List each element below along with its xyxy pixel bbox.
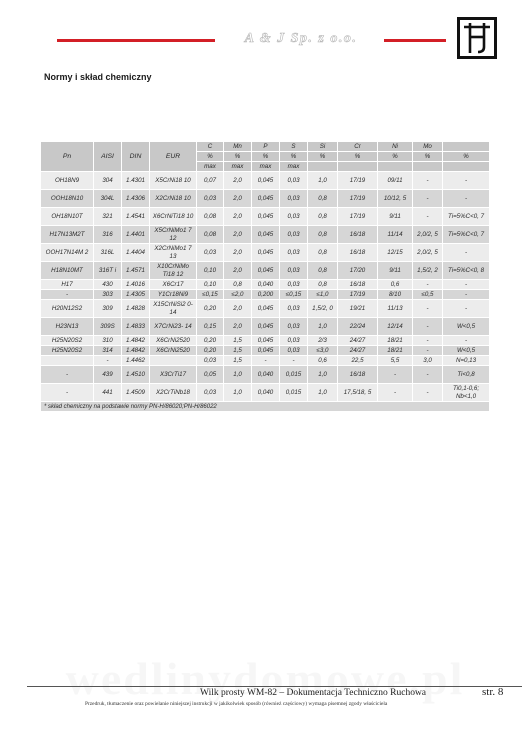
cell-din: 1.4541	[122, 208, 150, 226]
cell-din: 1.4301	[122, 172, 150, 190]
cell-mn: 1,5	[224, 346, 252, 356]
cell-ni: 11/13	[378, 300, 413, 318]
cell-ni: 9/11	[378, 262, 413, 280]
cell-cr: 17,5/18, 5	[338, 384, 378, 402]
cell-aisi: 439	[94, 366, 122, 384]
cell-aisi: 314	[94, 346, 122, 356]
cell-s: 0,03	[280, 190, 308, 208]
cell-aisi: 309S	[94, 318, 122, 336]
cell-pn	[41, 356, 94, 366]
cell-aisi: 316	[94, 226, 122, 244]
cell-cr: 24/27	[338, 336, 378, 346]
cell-mo: -	[413, 384, 443, 402]
cell-pn: OOH17N14M 2	[41, 244, 94, 262]
cell-mo: -	[413, 336, 443, 346]
table-row	[41, 346, 490, 356]
cell-s: 0,03	[280, 280, 308, 290]
cell-si: 0,6	[308, 356, 338, 366]
cell-s: 0,03	[280, 318, 308, 336]
limit-cr	[338, 162, 378, 172]
table-row	[41, 280, 490, 290]
cell-din: 1.4401	[122, 226, 150, 244]
cell-eur: X3CrTi17	[150, 366, 197, 384]
cell-ni: 10/12, 5	[378, 190, 413, 208]
cell-s: 0,03	[280, 262, 308, 280]
cell-mo: -	[413, 318, 443, 336]
cell-ni: 5,5	[378, 356, 413, 366]
cell-si: 0,8	[308, 262, 338, 280]
cell-other: Ti0,1-0,6; Nb<1,0	[443, 384, 490, 402]
unit-s: %	[280, 152, 308, 162]
cell-din: 1.4842	[122, 346, 150, 356]
cell-pn: OOH18N10	[41, 190, 94, 208]
cell-cr: 17/19	[338, 172, 378, 190]
cell-mn: 1,0	[224, 384, 252, 402]
cell-s: 0,03	[280, 346, 308, 356]
cell-si: ≤3,0	[308, 346, 338, 356]
cell-other: N=0,13	[443, 356, 490, 366]
cell-c: 0,07	[197, 172, 224, 190]
cell-mo: -	[413, 300, 443, 318]
limit-s: max	[280, 162, 308, 172]
cell-mo: 2,0/2, 5	[413, 226, 443, 244]
cell-din: 1.4404	[122, 244, 150, 262]
unit-ni: %	[378, 152, 413, 162]
cell-p: 0,045	[252, 318, 280, 336]
cell-other: -	[443, 300, 490, 318]
table-row	[41, 244, 490, 262]
header-eur: EUR	[150, 142, 197, 172]
cell-eur: X5CrNiMo1 7 12	[150, 226, 197, 244]
limit-p: max	[252, 162, 280, 172]
cell-si: 0,8	[308, 208, 338, 226]
cell-other: Ti<0,8	[443, 366, 490, 384]
cell-mo: 2,0/2, 5	[413, 244, 443, 262]
table-row	[41, 262, 490, 280]
cell-mn: 2,0	[224, 300, 252, 318]
header-c: C	[197, 142, 224, 152]
table-body	[41, 172, 490, 402]
cell-mn: 1,5	[224, 336, 252, 346]
table-row	[41, 226, 490, 244]
cell-cr: 16/18	[338, 226, 378, 244]
cell-ni: 8/10	[378, 290, 413, 300]
cell-cr: 17/19	[338, 190, 378, 208]
cell-p: 0,045	[252, 300, 280, 318]
cell-eur: X2CrTiNb18	[150, 384, 197, 402]
cell-eur: X15CrNiSi2 0-14	[150, 300, 197, 318]
cell-si: 1,0	[308, 318, 338, 336]
unit-c: %	[197, 152, 224, 162]
cell-mo: 1,5/2, 2	[413, 262, 443, 280]
cell-p: 0,045	[252, 208, 280, 226]
cell-si: 0,8	[308, 190, 338, 208]
cell-other: Ti=5%C<0, 7	[443, 226, 490, 244]
header-din: DIN	[122, 142, 150, 172]
cell-mn: 2,0	[224, 318, 252, 336]
header-line-left	[57, 39, 215, 42]
cell-ni: 18/21	[378, 336, 413, 346]
header-pn: Pn	[41, 142, 94, 172]
cell-other: -	[443, 190, 490, 208]
cell-pn: OH18N10T	[41, 208, 94, 226]
header-si: Si	[308, 142, 338, 152]
cell-p: 0,045	[252, 346, 280, 356]
cell-aisi: 304L	[94, 190, 122, 208]
cell-p: -	[252, 356, 280, 366]
cell-pn: H20N12S2	[41, 300, 94, 318]
cell-mo: ≤0,5	[413, 290, 443, 300]
cell-s: 0,015	[280, 366, 308, 384]
cell-c: 0,03	[197, 244, 224, 262]
cell-eur	[150, 356, 197, 366]
cell-mo: -	[413, 208, 443, 226]
cell-p: 0,040	[252, 384, 280, 402]
cell-mo: -	[413, 190, 443, 208]
table-row	[41, 190, 490, 208]
cell-aisi: 304	[94, 172, 122, 190]
cell-ni: 11/14	[378, 226, 413, 244]
cell-p: 0,045	[252, 172, 280, 190]
cell-mn: 2,0	[224, 262, 252, 280]
cell-pn: H23N13	[41, 318, 94, 336]
cell-pn: -	[41, 384, 94, 402]
cell-din: 1.4462	[122, 356, 150, 366]
cell-si: ≤1,0	[308, 290, 338, 300]
cell-cr: 16/18	[338, 280, 378, 290]
cell-din: 1.4571	[122, 262, 150, 280]
header-p: P	[252, 142, 280, 152]
cell-c: 0,10	[197, 262, 224, 280]
cell-mn: 1,5	[224, 356, 252, 366]
cell-cr: 19/21	[338, 300, 378, 318]
cell-din: 1.4016	[122, 280, 150, 290]
table-row	[41, 172, 490, 190]
cell-ni: 9/11	[378, 208, 413, 226]
limit-si	[308, 162, 338, 172]
cell-eur: X6Cr17	[150, 280, 197, 290]
cell-other: Ti=5%C<0, 8	[443, 262, 490, 280]
cell-s: 0,03	[280, 172, 308, 190]
cell-mn: ≤2,0	[224, 290, 252, 300]
cell-pn: H25N20S2	[41, 336, 94, 346]
unit-mo: %	[413, 152, 443, 162]
cell-c: 0,20	[197, 336, 224, 346]
cell-ni: -	[378, 366, 413, 384]
table-row	[41, 290, 490, 300]
cell-other: -	[443, 280, 490, 290]
cell-p: 0,045	[252, 336, 280, 346]
cell-mo: -	[413, 366, 443, 384]
cell-cr: 22/24	[338, 318, 378, 336]
cell-pn: H17	[41, 280, 94, 290]
header-s: S	[280, 142, 308, 152]
cell-s: ≤0,15	[280, 290, 308, 300]
page-number: str. 8	[482, 686, 504, 698]
table-row	[41, 384, 490, 402]
cell-c: 0,20	[197, 300, 224, 318]
cell-s: -	[280, 356, 308, 366]
header-ni: Ni	[378, 142, 413, 152]
footer-title: Wilk prosty WM-82 – Dokumentacja Techniczno Ruchowa	[200, 688, 427, 698]
cell-din: 1.4305	[122, 290, 150, 300]
cell-ni: 12/15	[378, 244, 413, 262]
cell-aisi: 441	[94, 384, 122, 402]
cell-c: 0,08	[197, 226, 224, 244]
cell-pn: -	[41, 366, 94, 384]
cell-c: 0,08	[197, 208, 224, 226]
cell-mn: 0,8	[224, 280, 252, 290]
cell-eur: X6CrNi2520	[150, 336, 197, 346]
cell-ni: 0,6	[378, 280, 413, 290]
cell-mo: -	[413, 346, 443, 356]
company-name: A & J Sp. z o.o.	[244, 31, 358, 46]
cell-cr: 24/27	[338, 346, 378, 356]
cell-si: 1,0	[308, 366, 338, 384]
cell-din: 1.4510	[122, 366, 150, 384]
cell-aisi: 316L	[94, 244, 122, 262]
cell-eur: X6CrNiTi18 10	[150, 208, 197, 226]
cell-eur: X7CrNi23- 14	[150, 318, 197, 336]
cell-mn: 1,0	[224, 366, 252, 384]
cell-cr: 16/18	[338, 366, 378, 384]
cell-mn: 2,0	[224, 208, 252, 226]
cell-other: W<0,5	[443, 346, 490, 356]
header-mo: Mo	[413, 142, 443, 152]
cell-cr: 17/19	[338, 208, 378, 226]
table-footnote: * skład chemiczny na podstawie normy PN-H/86020;PN-H/86022	[41, 402, 490, 412]
cell-cr: 16/18	[338, 244, 378, 262]
cell-aisi: 430	[94, 280, 122, 290]
cell-other: -	[443, 244, 490, 262]
cell-eur: X2CrNi18 10	[150, 190, 197, 208]
cell-p: 0,040	[252, 280, 280, 290]
unit-other: %	[443, 152, 490, 162]
cell-si: 1,0	[308, 172, 338, 190]
cell-si: 1,5/2, 0	[308, 300, 338, 318]
cell-si: 0,8	[308, 280, 338, 290]
cell-s: 0,03	[280, 226, 308, 244]
cell-din: 1.4828	[122, 300, 150, 318]
table-row	[41, 300, 490, 318]
cell-din: 1.4833	[122, 318, 150, 336]
cell-mn: 2,0	[224, 172, 252, 190]
cell-din: 1.4509	[122, 384, 150, 402]
cell-aisi: 321	[94, 208, 122, 226]
cell-p: 0,045	[252, 190, 280, 208]
cell-din: 1.4842	[122, 336, 150, 346]
cell-din: 1.4306	[122, 190, 150, 208]
table-row	[41, 356, 490, 366]
cell-p: 0,045	[252, 226, 280, 244]
cell-s: 0,03	[280, 208, 308, 226]
cell-aisi: 309	[94, 300, 122, 318]
footer-divider	[27, 686, 522, 687]
section-title: Normy i skład chemiczny	[44, 72, 152, 82]
cell-aisi: -	[94, 356, 122, 366]
table-row	[41, 336, 490, 346]
cell-mo: -	[413, 172, 443, 190]
cell-s: 0,015	[280, 384, 308, 402]
cell-c: 0,05	[197, 366, 224, 384]
unit-mn: %	[224, 152, 252, 162]
cell-cr: 22,5	[338, 356, 378, 366]
cell-eur: Y1Cr18Ni9	[150, 290, 197, 300]
cell-s: 0,03	[280, 336, 308, 346]
cell-s: 0,03	[280, 244, 308, 262]
cell-eur: X5CrNi18 10	[150, 172, 197, 190]
cell-c: 0,03	[197, 384, 224, 402]
cell-eur: X6CrNi2520	[150, 346, 197, 356]
cell-c: 0,15	[197, 318, 224, 336]
limit-mo	[413, 162, 443, 172]
cell-si: 1,0	[308, 384, 338, 402]
header-other	[443, 142, 490, 152]
cell-other: -	[443, 172, 490, 190]
chemical-composition-table	[40, 141, 489, 412]
limit-c: max	[197, 162, 224, 172]
cell-mo: 3,0	[413, 356, 443, 366]
cell-cr: 17/20	[338, 262, 378, 280]
cell-p: 0,200	[252, 290, 280, 300]
cell-pn: OH18N9	[41, 172, 94, 190]
cell-eur: X2CrNiMo1 7 13	[150, 244, 197, 262]
cell-c: ≤0,15	[197, 290, 224, 300]
cell-aisi: 310	[94, 336, 122, 346]
unit-si: %	[308, 152, 338, 162]
company-logo-icon	[457, 17, 497, 59]
cell-mn: 2,0	[224, 226, 252, 244]
cell-mn: 2,0	[224, 190, 252, 208]
cell-p: 0,045	[252, 262, 280, 280]
cell-p: 0,040	[252, 366, 280, 384]
cell-ni: 12/14	[378, 318, 413, 336]
cell-eur: X10CrNiMo Ti18 12	[150, 262, 197, 280]
cell-p: 0,045	[252, 244, 280, 262]
limit-ni	[378, 162, 413, 172]
header-line-right	[384, 39, 446, 42]
cell-s: 0,03	[280, 300, 308, 318]
cell-aisi: 316T i	[94, 262, 122, 280]
limit-mn: max	[224, 162, 252, 172]
table-row	[41, 366, 490, 384]
cell-c: 0,10	[197, 280, 224, 290]
cell-other: -	[443, 290, 490, 300]
cell-si: 2/3	[308, 336, 338, 346]
cell-c: 0,20	[197, 346, 224, 356]
cell-mn: 2,0	[224, 244, 252, 262]
unit-cr: %	[338, 152, 378, 162]
cell-aisi: 303	[94, 290, 122, 300]
cell-ni: 18/21	[378, 346, 413, 356]
unit-p: %	[252, 152, 280, 162]
cell-cr: 17/19	[338, 290, 378, 300]
cell-other: Ti=5%C<0, 7	[443, 208, 490, 226]
header-mn: Mn	[224, 142, 252, 152]
cell-pn: H18N10MT	[41, 262, 94, 280]
header-aisi: AISI	[94, 142, 122, 172]
cell-si: 0,8	[308, 226, 338, 244]
cell-pn: H17N13M2T	[41, 226, 94, 244]
limit-other	[443, 162, 490, 172]
cell-other: -	[443, 336, 490, 346]
cell-c: 0,03	[197, 190, 224, 208]
cell-mo: -	[413, 280, 443, 290]
cell-ni: 09/11	[378, 172, 413, 190]
header-cr: Cr	[338, 142, 378, 152]
cell-other: W<0,5	[443, 318, 490, 336]
cell-si: 0,8	[308, 244, 338, 262]
table-row	[41, 318, 490, 336]
cell-pn: H25N20S2	[41, 346, 94, 356]
copyright-note: Przedruk, tłumaczenie oraz powielanie niniejszej instrukcji w jakikolwiek sposób (również częściowy) wymaga pisemnej zgody właściciela	[85, 701, 388, 707]
cell-c: 0,03	[197, 356, 224, 366]
table-row	[41, 208, 490, 226]
cell-ni: -	[378, 384, 413, 402]
cell-pn: -	[41, 290, 94, 300]
